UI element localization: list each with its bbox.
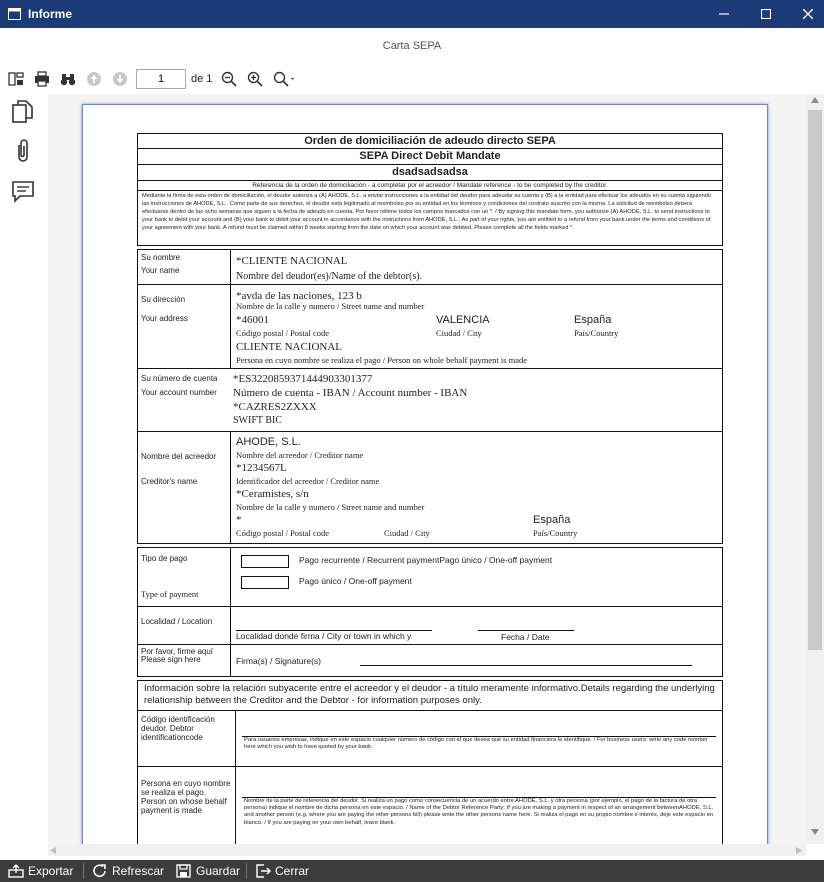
- sepa-mandate: [137, 133, 723, 844]
- export-icon: [8, 864, 24, 878]
- debtor-city: VALENCIA: [436, 314, 490, 326]
- name-label-es: Su nombre: [141, 253, 181, 262]
- info-header: Información sobre la relación subyacente entre el acreedor y el deudor - a título meramente informativo.Details regarding the underlying relationship between the Creditor and the Debtor - for information purposes only.: [138, 681, 722, 711]
- creditor-postal-hint: Código postal / Postal code: [236, 528, 330, 538]
- address-label-en: Your address: [141, 314, 188, 323]
- title-bar: [0, 0, 824, 28]
- iban-hint: Número de cuenta - IBAN / Account number - IBAN: [233, 387, 468, 399]
- country-hint: País/Country: [574, 328, 619, 338]
- oneoff-checkbox[interactable]: [241, 576, 289, 589]
- exit-icon: [255, 864, 271, 878]
- report-viewer[interactable]: [48, 94, 806, 844]
- binoculars-icon[interactable]: [60, 71, 76, 87]
- bic-hint: SWIFT BIC: [233, 415, 282, 426]
- debtor-country: España: [574, 314, 612, 326]
- save-button[interactable]: [176, 860, 242, 882]
- save-icon: [176, 864, 192, 878]
- scrollbar-thumb[interactable]: [808, 110, 822, 650]
- report-subtitle: Carta SEPA: [382, 40, 442, 52]
- maximize-button[interactable]: [746, 0, 786, 28]
- horizontal-scrollbar[interactable]: [48, 844, 806, 856]
- code-note: Para usuarios empresas, indique en este espacio cualquier número de código con el que desea que su entidad financiera le identifique. / For business users: write any code number here which you wish to have quoted by your bank.: [244, 737, 708, 750]
- print-icon[interactable]: [34, 71, 50, 87]
- pages-icon[interactable]: [10, 99, 36, 125]
- refresh-button[interactable]: [92, 860, 166, 882]
- minimize-icon: [719, 9, 729, 19]
- title-en: SEPA Direct Debit Mandate: [137, 149, 723, 165]
- payment-label-es: Tipo de pago: [141, 554, 188, 563]
- debtor-street: *avda de las naciones, 123 b: [236, 290, 362, 302]
- sign-label-es: Por favor, firme aquí: [141, 647, 214, 656]
- sign-label-en: Please sign here: [141, 655, 201, 664]
- creditor-name: AHODE, S.L.: [236, 436, 301, 448]
- legal-text: Mediante la firma de esta orden de domiciliación, el deudor autoriza a (A) AHODE, S.L. a enviar instrucciones a la entidad del deudor para adeudar su cuenta y (B) a la entidad para efectuar los adeudos en su cuenta siguiendo las instrucciones de AHODE, S.L.. Como parte de sus derechos, el deudor está legitimado al reembolso por su entidad en los términos y condiciones del contrato suscrito con la misma. La solicitud de reembolso deberá efectuarse dentro de las ocho semanas que siguen a la fecha de adeudo en cuenta. Por favor rellene todos los campos marcados con un *. / By signing this mandate form, you authorize (A) AHODE, S.L. to send instructions to your bank to debit your account and (B) your bank to debit your account in accordance with the instructions from AHODE, S.L.. As part of your rights, you are entitled to a refund from your bank under the terms and conditions of your agreement with your bank. A refund must be claimed within 8 weeks starting from the date on which your account was debited. Please complete all the fields marked *.: [137, 191, 723, 246]
- creditor-name-hint: Nombre del acreedor / Creditor name: [236, 450, 364, 460]
- close-label: Cerrar: [275, 864, 310, 878]
- signature-hint: Firma(s) / Signature(s): [236, 656, 322, 666]
- previous-page-icon[interactable]: [86, 71, 102, 87]
- creditor-city-hint: Ciudad / City: [384, 528, 430, 538]
- comment-icon[interactable]: [10, 179, 36, 205]
- zoom-out-icon[interactable]: [221, 71, 237, 87]
- scroll-down-icon[interactable]: [811, 829, 819, 835]
- debtor-name-section: [137, 249, 723, 285]
- refresh-label: Refrescar: [112, 864, 165, 878]
- viewer-toolbar: [0, 68, 824, 92]
- export-label: Exportar: [28, 864, 74, 878]
- debtor-postal: *46001: [236, 314, 269, 326]
- recurrent-label: Pago recurrente / Recurrent paymentPago único / One-off payment: [299, 555, 553, 565]
- close-button[interactable]: [255, 860, 313, 882]
- debtor-name: *CLIENTE NACIONAL: [236, 255, 348, 267]
- page-number-input[interactable]: [136, 69, 186, 89]
- street-hint: Nombre de la calle y numero / Street name and number: [236, 301, 425, 311]
- scroll-right-icon[interactable]: [796, 847, 802, 854]
- zoom-dropdown-icon[interactable]: [273, 71, 297, 87]
- save-label: Guardar: [196, 864, 241, 878]
- info-section: [137, 680, 723, 844]
- bic-value: *CAZRES2ZXXX: [233, 401, 317, 413]
- name-label-en: Your name: [141, 266, 180, 275]
- party-note: Nombre de la parte de referencia del deudor. Si realiza un pago como consecuencia de un acuerdo entre AHODE, S.L. y otra persona (por ejemplo, el pago de la factura de otra persona) indique el nombre de dicha persona en este espacio. / Name of the Debtor Reference Party: If you are making a payment in respect of an arrangement betweenAHODE, S.L. and another person (e.g. where you are paying the other persons bill) please write the other persons name here. Si realiza el pago en su propio nombre e interés, deje este espacio en blanco. / If you are paying on your own behalf, leave blank.: [244, 798, 714, 826]
- creditor-label-en: Creditor's name: [141, 477, 198, 486]
- export-button[interactable]: [8, 860, 78, 882]
- creditor-label-es: Nombre del acreedor: [141, 452, 217, 461]
- oneoff-label: Pago único / One-off payment: [299, 576, 412, 586]
- creditor-section: [137, 432, 723, 544]
- postal-hint: Código postal / Postal code: [236, 328, 330, 338]
- signature-section: [137, 645, 723, 677]
- vertical-scrollbar[interactable]: [806, 94, 824, 844]
- place-hint: Localidad donde firma / City or town in which y: [236, 631, 412, 641]
- creditor-id: *1234567L: [236, 462, 287, 474]
- location-section: [137, 607, 723, 645]
- location-label: Localidad / Location: [141, 617, 213, 626]
- maximize-icon: [761, 9, 771, 19]
- window-title: Informe: [28, 7, 73, 21]
- code-label: Código identificación deudor. Debtor identificationcode: [141, 715, 215, 742]
- creditor-country-hint: País/Country: [533, 528, 578, 538]
- creditor-postal: *: [236, 514, 242, 526]
- address-label-es: Su dirección: [141, 295, 186, 304]
- iban-value: *ES3220859371444903301377: [233, 373, 373, 385]
- debtor-address-section: [137, 285, 723, 369]
- scroll-up-icon[interactable]: [811, 97, 819, 103]
- creditor-id-hint: Identificador del acreedor / Creditor name: [236, 476, 380, 486]
- creditor-street: *Ceramistes, s/n: [236, 488, 309, 500]
- account-label-es: Su número de cuenta: [141, 374, 218, 383]
- behalf-name: CLIENTE NACIONAL: [236, 341, 343, 353]
- mandate-reference: dsadsadsadsa: [137, 165, 723, 181]
- refresh-icon: [92, 864, 108, 878]
- document-map-icon[interactable]: [8, 71, 24, 87]
- payment-label-en: Type of payment: [141, 589, 199, 599]
- minimize-button[interactable]: [704, 0, 744, 28]
- title-es: Orden de domiciliación de adeudo directo SEPA: [137, 133, 723, 149]
- debtor-name-hint: Nombre del deudor(es)/Name of the debtor(s).: [236, 271, 423, 282]
- party-label: Persona en cuyo nombre se realiza el pago. Person on whose behalf payment is made: [141, 779, 231, 815]
- creditor-street-hint: Nombre de la calle y numero / Street name and number: [236, 502, 425, 512]
- close-window-button[interactable]: [788, 0, 824, 28]
- window-app-icon: [8, 8, 21, 20]
- bottom-action-bar: [0, 860, 824, 882]
- page-count: de 1: [191, 73, 213, 85]
- reference-note: Referencia de la orden de domiciliación - a completar por el acreedor / Mandate reference - to be completed by the creditor.: [137, 181, 723, 191]
- account-section: [137, 369, 723, 432]
- scroll-left-icon[interactable]: [50, 847, 56, 854]
- creditor-country: España: [533, 514, 571, 526]
- next-page-icon[interactable]: [112, 71, 128, 87]
- attachment-icon[interactable]: [10, 138, 36, 164]
- behalf-hint: Persona en cuyo nombre se realiza el pago / Person on whole behalf payment is made: [236, 355, 528, 365]
- date-hint: Fecha / Date: [501, 632, 550, 642]
- payment-type-section: [137, 547, 723, 607]
- account-label-en: Your account number: [141, 388, 217, 397]
- close-icon: [803, 9, 813, 19]
- recurrent-checkbox[interactable]: [241, 555, 289, 568]
- zoom-in-icon[interactable]: [247, 71, 263, 87]
- city-hint: Ciudad / City: [436, 328, 482, 338]
